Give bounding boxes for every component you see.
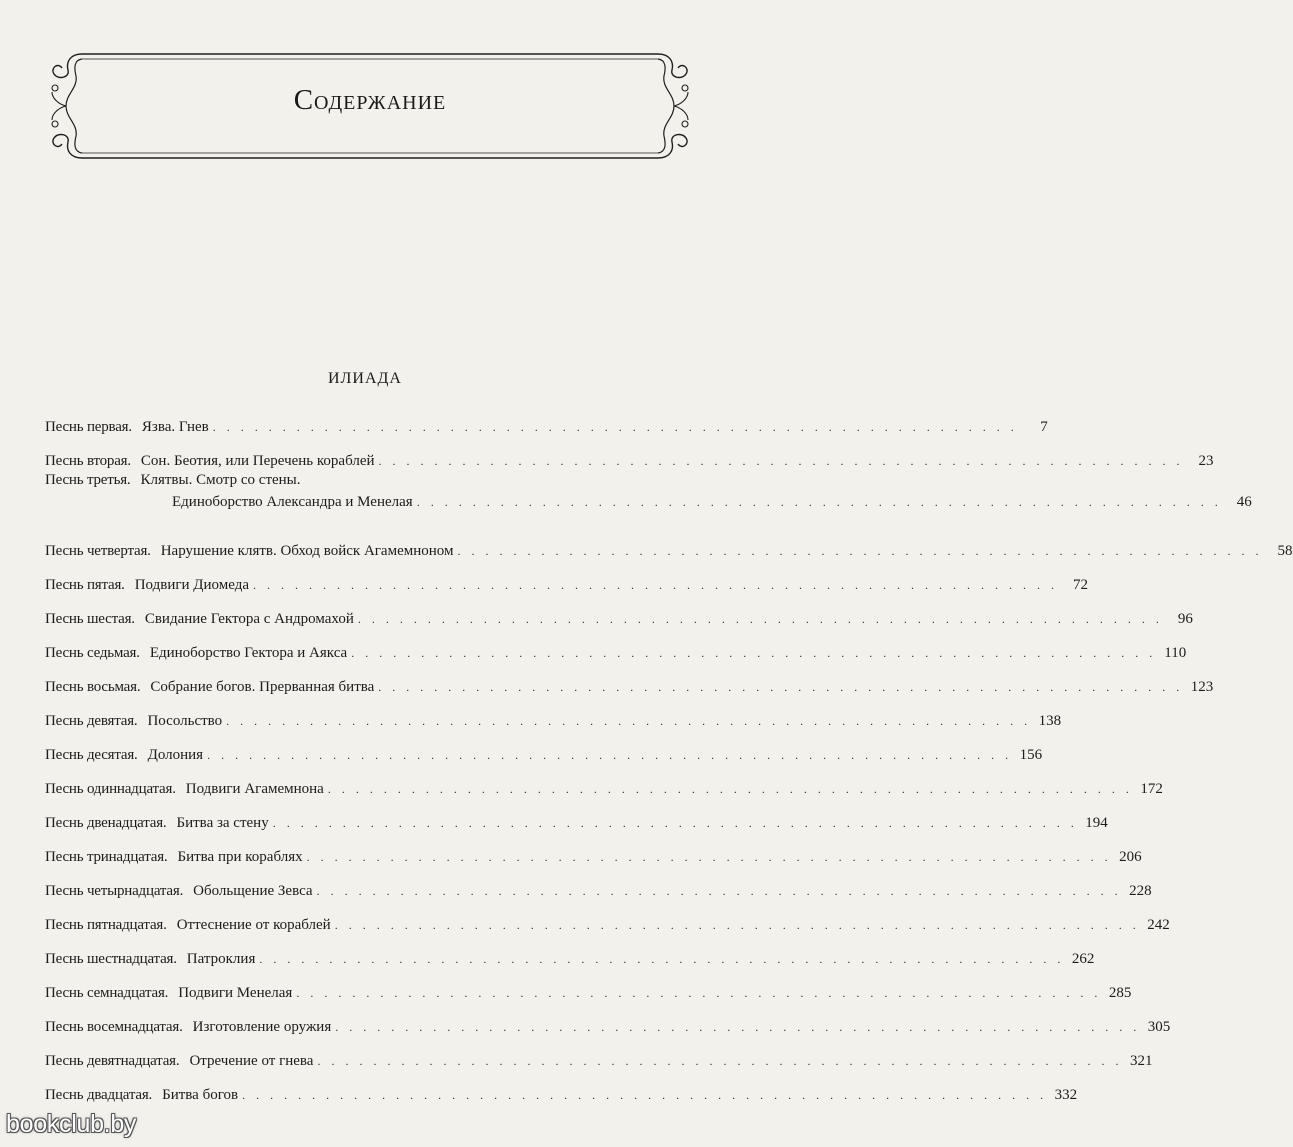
toc-song-label: Песнь пятнадцатая. [45, 917, 167, 933]
toc-entry[interactable] [45, 935, 1095, 969]
toc-title: Битва при кораблях [177, 849, 303, 865]
toc-entry[interactable] [45, 833, 1142, 867]
toc-song-label: Песнь двенадцатая. [45, 815, 167, 831]
leader-dots: . . . . . . . . . . . . . . . . . . . . . . . . . . . . . . . . . . . . . . . . . . . . . . . . . . . . . . . . . . [306, 850, 1112, 864]
toc-title: Язва. Гнев [141, 419, 209, 435]
toc-entry[interactable] [45, 471, 1252, 527]
leader-dots: . . . . . . . . . . . . . . . . . . . . . . . . . . . . . . . . . . . . . . . . . . . . . . . . . . . . . . . . . . [212, 420, 1018, 434]
section-heading: ИЛИАДА [328, 370, 402, 387]
toc-page-number: 58 [1277, 543, 1293, 559]
leader-dots: . . . . . . . . . . . . . . . . . . . . . . . . . . . . . . . . . . . . . . . . . . . . . . . . . . . . . . . . . . [351, 646, 1157, 660]
toc-page-number: 228 [1129, 883, 1152, 899]
toc-title: Подвиги Менелая [178, 985, 293, 1001]
toc-entry[interactable] [45, 663, 1214, 697]
toc-page-number: 206 [1119, 849, 1142, 865]
toc-title: Битва богов [162, 1087, 239, 1103]
leader-dots: . . . . . . . . . . . . . . . . . . . . . . . . . . . . . . . . . . . . . . . . . . . . . . . . . . . . . . . . . . [226, 714, 1032, 728]
leader-dots: . . . . . . . . . . . . . . . . . . . . . . . . . . . . . . . . . . . . . . . . . . . . . . . . . . . . . . . . . . [272, 816, 1078, 830]
toc-entry[interactable] [45, 867, 1152, 901]
toc-song-label: Песнь шестнадцатая. [45, 951, 177, 967]
toc-title: Отречение от гнева [189, 1053, 314, 1069]
toc-title: Изготовление оружия [192, 1019, 332, 1035]
toc-page-number: 23 [1198, 453, 1214, 469]
toc-song-label: Песнь восьмая. [45, 679, 141, 695]
leader-dots: . . . . . . . . . . . . . . . . . . . . . . . . . . . . . . . . . . . . . . . . . . . . . . . . . . . . . . . . . . [317, 1054, 1123, 1068]
page-title: Содержание [293, 84, 447, 116]
toc-page-number: 156 [1019, 747, 1043, 763]
toc-entry[interactable] [45, 437, 1214, 471]
toc-title-continuation: Единоборство Александра и Менелая [172, 494, 413, 510]
toc-title: Собрание богов. Прерванная битва [150, 679, 375, 695]
toc-song-label: Песнь десятая. [45, 747, 138, 763]
toc-title: Подвиги Диомеда [134, 577, 250, 593]
toc-page-number: 138 [1038, 713, 1062, 729]
toc-page-number: 7 [1040, 419, 1048, 435]
toc-page-number: 321 [1129, 1053, 1153, 1069]
toc-page-number: 172 [1140, 781, 1163, 797]
toc-entry[interactable] [45, 595, 1193, 629]
toc-title: Патроклия [186, 951, 256, 967]
toc-entry[interactable] [45, 765, 1163, 799]
toc-title: Сон. Беотия, или Перечень кораблей [140, 453, 375, 469]
toc-song-label: Песнь двадцатая. [45, 1087, 153, 1103]
toc-title: Долония [147, 747, 204, 763]
toc-song-label: Песнь седьмая. [45, 645, 140, 661]
toc-entry[interactable] [45, 731, 1043, 765]
toc-song-label: Песнь третья. [45, 472, 131, 488]
leader-dots: . . . . . . . . . . . . . . . . . . . . . . . . . . . . . . . . . . . . . . . . . . . . . . . . . . . . . . . . . . [378, 680, 1184, 694]
leader-dots: . . . . . . . . . . . . . . . . . . . . . . . . . . . . . . . . . . . . . . . . . . . . . . . . . . . . . . . . . . [296, 986, 1102, 1000]
leader-dots: . . . . . . . . . . . . . . . . . . . . . . . . . . . . . . . . . . . . . . . . . . . . . . . . . . . . . . . . . . [416, 495, 1222, 509]
toc-page-number: 46 [1236, 494, 1252, 510]
toc-song-label: Песнь шестая. [45, 611, 135, 627]
leader-dots: . . . . . . . . . . . . . . . . . . . . . . . . . . . . . . . . . . . . . . . . . . . . . . . . . . . . . . . . . . [334, 918, 1140, 932]
toc-title: Клятвы. Смотр со стены. [140, 472, 301, 488]
toc-title: Нарушение клятв. Обход войск Агамемноном [160, 543, 454, 559]
toc-entry[interactable] [45, 1003, 1171, 1037]
toc-page-number: 96 [1177, 611, 1193, 627]
toc-entry[interactable] [45, 901, 1170, 935]
toc-page-number: 305 [1147, 1019, 1171, 1035]
toc-title: Единоборство Гектора и Аякса [149, 645, 348, 661]
toc-entry[interactable] [45, 1037, 1153, 1071]
toc-song-label: Песнь девятнадцатая. [45, 1053, 180, 1069]
leader-dots: . . . . . . . . . . . . . . . . . . . . . . . . . . . . . . . . . . . . . . . . . . . . . . . . . . . . . . . . . . [259, 952, 1065, 966]
site-watermark: bookclub.by [6, 1110, 137, 1138]
toc-song-label: Песнь четвертая. [45, 543, 151, 559]
toc-title: Свидание Гектора с Андромахой [144, 611, 354, 627]
leader-dots: . . . . . . . . . . . . . . . . . . . . . . . . . . . . . . . . . . . . . . . . . . . . . . . . . . . . . . . . . . [207, 748, 1013, 762]
leader-dots: . . . . . . . . . . . . . . . . . . . . . . . . . . . . . . . . . . . . . . . . . . . . . . . . . . . . . . . . . . [253, 578, 1059, 592]
toc-entry[interactable] [45, 403, 1048, 437]
toc-title: Посольство [147, 713, 223, 729]
toc-title: Обольщение Зевса [193, 883, 313, 899]
toc-entry[interactable] [45, 799, 1108, 833]
toc-title: Оттеснение от кораблей [176, 917, 331, 933]
toc-page-number: 194 [1085, 815, 1108, 831]
leader-dots: . . . . . . . . . . . . . . . . . . . . . . . . . . . . . . . . . . . . . . . . . . . . . . . . . . . . . . . . . . [327, 782, 1133, 796]
leader-dots: . . . . . . . . . . . . . . . . . . . . . . . . . . . . . . . . . . . . . . . . . . . . . . . . . . . . . . . . . . [457, 544, 1263, 558]
toc-song-label: Песнь одиннадцатая. [45, 781, 176, 797]
toc-song-label: Песнь вторая. [45, 453, 131, 469]
toc-entry[interactable] [45, 527, 1293, 561]
toc-page-number: 285 [1108, 985, 1132, 1001]
toc-page-number: 123 [1190, 679, 1214, 695]
toc-song-label: Песнь девятая. [45, 713, 138, 729]
leader-dots: . . . . . . . . . . . . . . . . . . . . . . . . . . . . . . . . . . . . . . . . . . . . . . . . . . . . . . . . . . [316, 884, 1122, 898]
toc-title: Подвиги Агамемнона [185, 781, 324, 797]
toc-entry[interactable] [45, 1071, 1078, 1105]
toc-song-label: Песнь семнадцатая. [45, 985, 169, 1001]
toc-page-number: 262 [1071, 951, 1095, 967]
toc-page-number: 242 [1147, 917, 1170, 933]
toc-page-number: 110 [1164, 645, 1187, 661]
toc-page-number: 72 [1073, 577, 1089, 593]
toc-song-label: Песнь тринадцатая. [45, 849, 168, 865]
table-of-contents [45, 403, 1293, 1105]
toc-entry[interactable] [45, 969, 1132, 1003]
toc-song-label: Песнь четырнадцатая. [45, 883, 184, 899]
leader-dots: . . . . . . . . . . . . . . . . . . . . . . . . . . . . . . . . . . . . . . . . . . . . . . . . . . . . . . . . . . [335, 1020, 1141, 1034]
toc-entry[interactable] [45, 629, 1187, 663]
leader-dots: . . . . . . . . . . . . . . . . . . . . . . . . . . . . . . . . . . . . . . . . . . . . . . . . . . . . . . . . . . [378, 454, 1184, 468]
toc-entry[interactable] [45, 697, 1062, 731]
toc-page-number: 332 [1054, 1087, 1078, 1103]
leader-dots: . . . . . . . . . . . . . . . . . . . . . . . . . . . . . . . . . . . . . . . . . . . . . . . . . . . . . . . . . . [242, 1088, 1048, 1102]
toc-song-label: Песнь первая. [45, 419, 132, 435]
toc-song-label: Песнь пятая. [45, 577, 125, 593]
toc-song-label: Песнь восемнадцатая. [45, 1019, 183, 1035]
toc-entry[interactable] [45, 561, 1089, 595]
toc-title: Битва за стену [176, 815, 269, 831]
leader-dots: . . . . . . . . . . . . . . . . . . . . . . . . . . . . . . . . . . . . . . . . . . . . . . . . . . . . . . . . . . [357, 612, 1163, 626]
